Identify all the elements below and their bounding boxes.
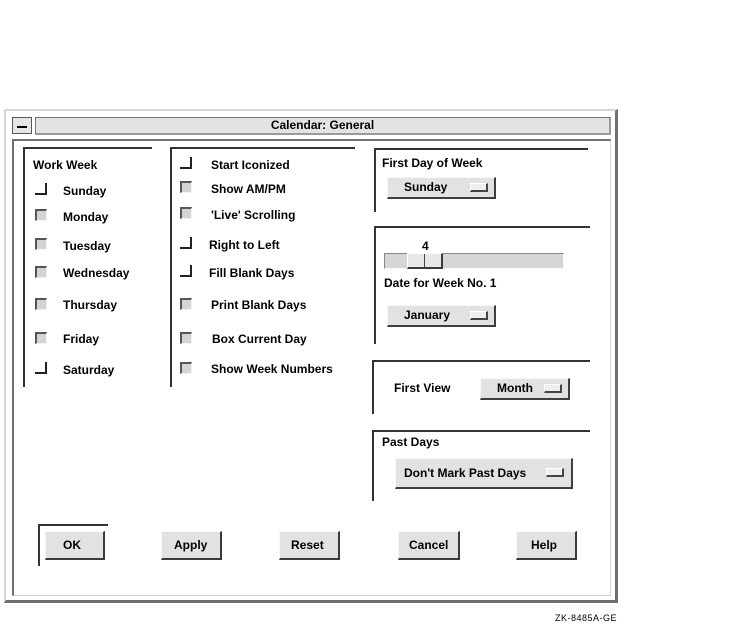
option-menu-indicator-icon — [546, 468, 564, 477]
past-days-frame-left — [372, 430, 374, 501]
checkbox-label-right-to-left: Right to Left — [209, 238, 280, 252]
checkbox-indicator — [180, 237, 192, 249]
first-day-value: Sunday — [404, 180, 448, 194]
help-button[interactable] — [516, 531, 577, 560]
checkbox-label-sunday: Sunday — [63, 184, 107, 198]
checkbox-indicator — [35, 266, 47, 278]
month-value: January — [404, 308, 451, 322]
scale-thumb-divider — [424, 254, 425, 267]
checkbox-tuesday[interactable] — [35, 238, 47, 250]
scale-value: 4 — [422, 239, 429, 253]
checkbox-label-show-am-pm: Show AM/PM — [211, 182, 286, 196]
checkbox-indicator — [180, 181, 192, 193]
checkbox-friday[interactable] — [35, 332, 47, 344]
checkbox-sunday[interactable] — [35, 183, 47, 195]
default-button-frame-left — [38, 524, 40, 566]
checkbox-label-print-blank-days: Print Blank Days — [211, 298, 307, 312]
ok-button[interactable] — [45, 531, 105, 560]
first-day-frame-top — [374, 148, 588, 150]
checkbox-fill-blank-days[interactable] — [180, 265, 192, 277]
week-number-label: Date for Week No. 1 — [384, 276, 497, 290]
first-view-option-menu[interactable] — [480, 378, 570, 400]
past-days-heading: Past Days — [382, 435, 440, 449]
window-title: Calendar: General — [270, 118, 375, 132]
first-view-value: Month — [497, 381, 533, 395]
checkbox-indicator — [180, 207, 192, 219]
checkbox-label-monday: Monday — [63, 210, 109, 224]
checkbox-label-fill-blank-days: Fill Blank Days — [209, 266, 295, 280]
past-days-option-menu[interactable] — [395, 458, 573, 489]
apply-button-label: Apply — [174, 538, 208, 552]
checkbox-indicator — [35, 238, 47, 250]
ok-button-label: OK — [63, 538, 81, 552]
apply-button[interactable] — [161, 531, 222, 560]
checkbox-indicator — [180, 332, 192, 344]
checkbox-indicator — [180, 157, 192, 169]
first-view-frame-left — [372, 360, 374, 414]
checkbox-indicator — [35, 209, 47, 221]
checkbox-indicator — [180, 362, 192, 374]
checkbox-wednesday[interactable] — [35, 266, 47, 278]
past-days-value: Don't Mark Past Days — [404, 466, 527, 480]
option-menu-indicator-icon — [470, 183, 488, 192]
window-menu-icon — [17, 126, 27, 128]
checkbox-start-iconized[interactable] — [180, 157, 192, 169]
past-days-frame-top — [372, 430, 590, 432]
window-menu-button[interactable] — [12, 117, 32, 134]
checkbox-indicator — [35, 332, 47, 344]
first-view-label: First View — [394, 381, 451, 395]
work-week-heading: Work Week — [33, 158, 98, 172]
checkbox-saturday[interactable] — [35, 362, 47, 374]
checkbox-thursday[interactable] — [35, 298, 47, 310]
checkbox-right-to-left[interactable] — [180, 237, 192, 249]
checkbox-label-box-current-day: Box Current Day — [212, 332, 307, 346]
checkbox-monday[interactable] — [35, 209, 47, 221]
reset-button-label: Reset — [291, 538, 324, 552]
checkbox-indicator — [180, 298, 192, 310]
checkbox-print-blank-days[interactable] — [180, 298, 192, 310]
first-day-heading: First Day of Week — [382, 156, 483, 170]
checkbox-indicator — [35, 183, 47, 195]
first-view-frame-top — [372, 360, 590, 362]
title-bar[interactable] — [35, 117, 611, 135]
reset-button[interactable] — [279, 531, 340, 560]
checkbox-live-scrolling[interactable] — [180, 207, 192, 219]
checkbox-indicator — [35, 362, 47, 374]
week-number-frame-left — [374, 226, 376, 344]
cancel-button-label: Cancel — [409, 538, 449, 552]
checkbox-label-live-scrolling: 'Live' Scrolling — [211, 208, 296, 222]
work-week-frame-left — [23, 147, 25, 387]
figure-caption: ZK-8485A-GE — [555, 613, 618, 623]
first-day-option-menu[interactable] — [387, 177, 496, 199]
checkbox-label-wednesday: Wednesday — [63, 266, 130, 280]
checkbox-indicator — [180, 265, 192, 277]
checkbox-label-show-week-numbers: Show Week Numbers — [211, 362, 333, 376]
option-menu-indicator-icon — [544, 384, 562, 393]
checkbox-label-friday: Friday — [63, 332, 100, 346]
week-number-frame-top — [374, 226, 590, 228]
checkbox-box-current-day[interactable] — [180, 332, 192, 344]
default-button-frame-top — [38, 524, 108, 526]
option-menu-indicator-icon — [470, 311, 488, 320]
work-week-frame-top — [23, 147, 152, 149]
checkbox-label-thursday: Thursday — [63, 298, 118, 312]
options-frame-top — [170, 147, 355, 149]
month-option-menu[interactable] — [387, 305, 496, 327]
checkbox-show-am-pm[interactable] — [180, 181, 192, 193]
checkbox-indicator — [35, 298, 47, 310]
checkbox-label-start-iconized: Start Iconized — [211, 158, 290, 172]
help-button-label: Help — [531, 538, 558, 552]
options-frame-left — [170, 147, 172, 387]
checkbox-label-tuesday: Tuesday — [63, 239, 111, 253]
week-scale-thumb[interactable] — [407, 253, 443, 269]
checkbox-label-saturday: Saturday — [63, 363, 115, 377]
checkbox-show-week-numbers[interactable] — [180, 362, 192, 374]
first-day-frame-left — [374, 148, 376, 212]
cancel-button[interactable] — [398, 531, 460, 560]
